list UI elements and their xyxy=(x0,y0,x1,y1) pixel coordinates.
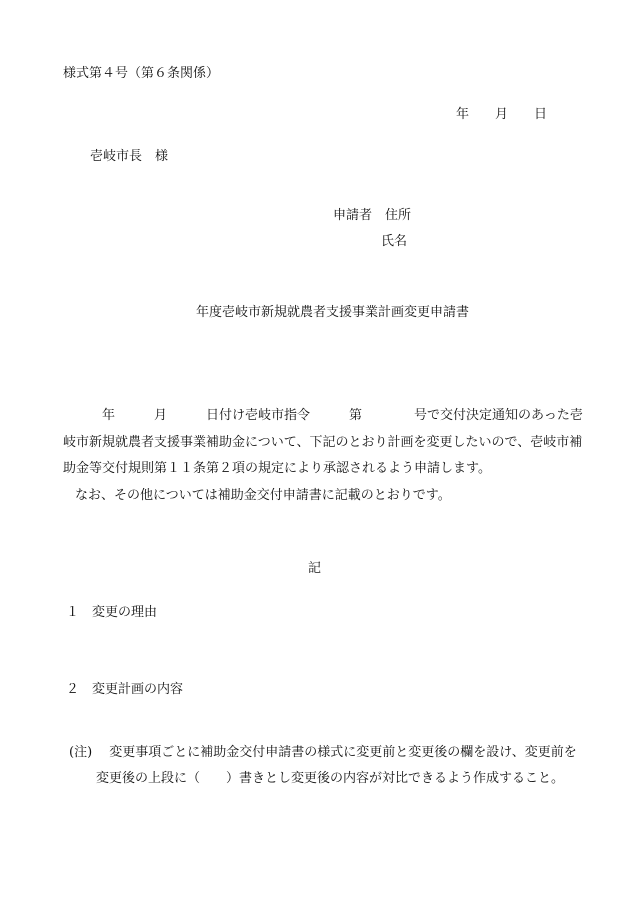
applicant-name-label: 氏名 xyxy=(381,234,408,249)
section-reason: １ 変更の理由 xyxy=(66,605,158,620)
date-line: 年 月 日 xyxy=(456,107,548,122)
ki-heading: 記 xyxy=(308,561,322,576)
body-line-3: 助金等交付規則第１１条第２項の規定により承認されるよう申請します。 xyxy=(63,461,491,476)
body-line-4: なお、その他については補助金交付申請書に記載のとおりです。 xyxy=(75,488,451,503)
document-title: 年度壱岐市新規就農者支援事業計画変更申請書 xyxy=(196,305,470,320)
note-line-2: 変更後の上段に（ ）書きとし変更後の内容が対比できるよう作成すること。 xyxy=(96,771,565,786)
note-line-1: (注) 変更事項ごとに補助金交付申請書の様式に変更前と変更後の欄を設け、変更前を xyxy=(69,745,577,760)
applicant-address-label: 申請者 住所 xyxy=(333,208,412,223)
addressee: 壱岐市長 様 xyxy=(90,149,169,164)
form-number: 様式第４号（第６条関係） xyxy=(63,66,220,81)
section-content: ２ 変更計画の内容 xyxy=(66,682,184,697)
body-line-2: 岐市新規就農者支援事業補助金について、下記のとおり計画を変更したいので、壱岐市補 xyxy=(63,435,583,450)
body-line-1: 年 月 日付け壱岐市指令 第 号で交付決定通知のあった壱 xyxy=(63,408,583,423)
